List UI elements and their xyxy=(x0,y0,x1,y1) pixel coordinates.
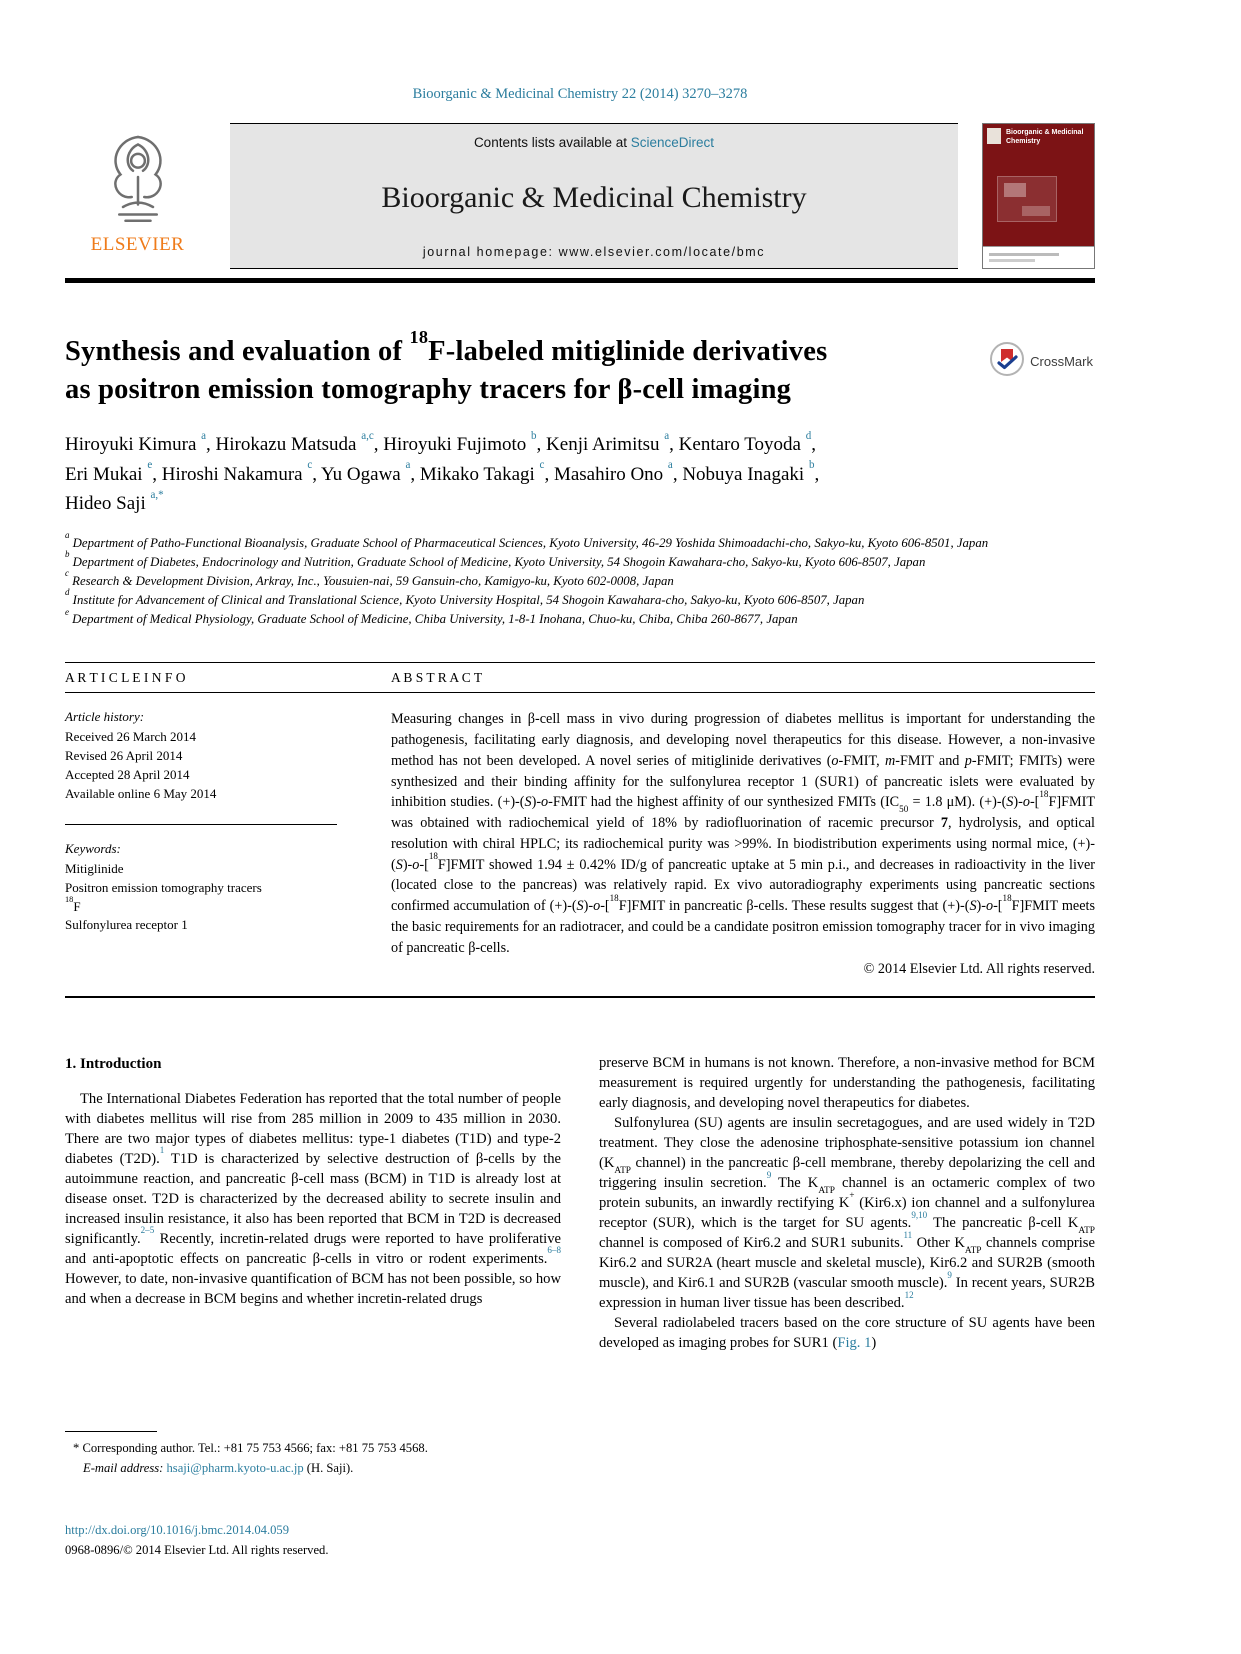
history-revised: Revised 26 April 2014 xyxy=(65,748,183,764)
affiliation-b: $^b$ Department of Diabetes, Endocrinology and Nutrition, Graduate School of Medicine, Kyoto University, 54 Shogoin Kawahara-cho, Sakyo-ku, Kyoto 606-8507, Japan xyxy=(65,549,926,569)
elsevier-tree-icon xyxy=(99,127,177,232)
affiliation-d: $^d$ Institute for Advancement of Clinical and Translational Science, Kyoto University Hospital, 54 Shogoin Kawahara-cho, Sakyo-ku, Kyoto 606-8507, Japan xyxy=(65,587,865,608)
keyword-1: Mitiglinide xyxy=(65,860,124,876)
body-column-right xyxy=(599,1054,1095,1478)
journal-homepage-link[interactable]: journal homepage: www.elsevier.com/locate/bmc xyxy=(422,245,766,259)
affiliation-c: $^c$ Research & Development Division, Arkray, Inc., Yousuien-nai, 59 Gansuin-cho, Kamigyo-ku, Kyoto 602-0008, Japan xyxy=(65,568,674,588)
keywords-label: Keywords: xyxy=(65,840,121,856)
journal-citation: Bioorganic & Medicinal Chemistry 22 (2014) 3270–3278 xyxy=(412,86,748,102)
crossmark-badge[interactable] xyxy=(989,341,1093,382)
journal-title: Bioorganic & Medicinal Chemistry xyxy=(381,180,807,214)
doi-link[interactable]: http://dx.doi.org/10.1016/j.bmc.2014.04.059 xyxy=(65,1523,290,1538)
email-link[interactable]: hsaji@pharm.kyoto-u.ac.jp xyxy=(166,1460,304,1475)
journal-masthead xyxy=(65,123,1095,269)
journal-cover-thumbnail[interactable] xyxy=(982,123,1095,269)
body-column-left xyxy=(65,1054,561,1478)
corresponding-author-text: * Corresponding author. Tel.: +81 75 753 4566; fax: +81 75 753 4568. xyxy=(73,1441,428,1456)
email-suffix: (H. Saji). xyxy=(303,1460,354,1475)
article-body xyxy=(65,1054,1095,1478)
article-id-footer xyxy=(65,1520,1095,1560)
abstract-text: Measuring changes in β-cell mass in vivo during progression of diabetes mellitus is important for understanding the pathogenesis, facilitating early diagnosis, and developing novel therapeutics for this disease. However, a non-invasive method has not been developed. A novel series of mitiglinide derivatives (o-FMIT, m-FMIT and p-FMIT; FMITs) were synthesized and their binding affinity for the sulfonylurea receptor 1 (SUR1) of pancreatic islets were evaluated by inhibition studies. (+)-(S)-o-FMIT had the highest affinity of our synthesized FMITs ($IC_{50} = 1.8$ μM). (+)-(S)-o-[$^{18}$F]FMIT was obtained with radiochemical yield of 18% by radiofluorination of racemic precursor 7, hydrolysis, and optical resolution with chiral HPLC; its radiochemical purity was >99%. In biodistribution experiments using normal mice, (+)-(S)-o-[$^{18}$F]FMIT showed 1.94 ± 0.42% ID/g of pancreatic uptake at 5 min p.i., and decreases in radioactivity in the liver (located close to the pancreas) was relatively rapid. Ex vivo autoradiography experiments using pancreatic sections confirmed accumulation of (+)-(S)-o-[$^{18}$F]FMIT in pancreatic β-cells. These results suggest that (+)-(S)-o-[$^{18}$F]FMIT meets the basic requirements for an radiotracer, and could be a candidate positron emission tomography tracer for in vivo imaging of pancreatic β-cells. xyxy=(391,711,1095,956)
intro-paragraph-3: Several radiolabeled tracers based on the core structure of SU agents have been developed as imaging probes for SUR1 (Fig. 1) xyxy=(599,1315,1095,1352)
keyword-3: $^{18}$F xyxy=(65,895,81,914)
intro-paragraph-2: Sulfonylurea (SU) agents are insulin secretagogues, and are used widely in T2D treatment. They close the adenosine triphosphate-sensitive potassium ion channel ($K_{ATP}$ channel) in the pancreatic β-cell membrane, thereby depolarizing the cell and triggering insulin secretion.$^9$ The $K_{ATP}$ channel is an octameric complex of two protein subunits, an inwardly rectifying K+ (Kir6.x) ion channel and a sulfonylurea receptor (SUR), which is the target for SU agents.$^{9,10}$ The pancreatic β-cell $K_{ATP}$ channel is composed of Kir6.2 and SUR1 subunits.$^{11}$ Other $K_{ATP}$ channels comprise Kir6.2 and SUR2A (heart muscle and skeletal muscle), Kir6.2 and SUR2B (smooth muscle), and Kir6.1 and SUR2B (vascular smooth muscle).$^9$ In recent years, SUR2B expression in human liver tissue has been described.$^{12}$ xyxy=(599,1115,1095,1312)
cover-art xyxy=(997,176,1057,222)
elsevier-wordmark: ELSEVIER xyxy=(90,234,185,255)
cover-front xyxy=(983,124,1094,246)
affiliation-e: $^e$ Department of Medical Physiology, Graduate School of Medicine, Chiba University, 1-8-1 Inohana, Chuo-ku, Chiba, Chiba 260-8677, Japan xyxy=(65,606,798,627)
article-history-label: Article history: xyxy=(65,709,145,725)
contents-prefix: Contents lists available at xyxy=(473,135,631,150)
abstract-heading: A B S T R A C T xyxy=(391,670,483,686)
affiliation-a: $^a$ Department of Patho-Functional Bioanalysis, Graduate School of Pharmaceutical Sciences, Kyoto University, 46-29 Yoshida Shimoadachi-cho, Sakyo-ku, Kyoto 606-8501, Japan xyxy=(65,529,989,550)
intro-paragraph-1-cont: preserve BCM in humans is not known. Therefore, a non-invasive method for BCM measurement is required urgently for understanding the pathogenesis, facilitating early diagnosis, and developing novel therapeutics for diabetes. xyxy=(599,1055,1095,1112)
article-title: Synthesis and evaluation of $^{18}$F-labeled mitiglinide derivatives as positron emission tomography tracers for β-cell imaging xyxy=(65,326,828,405)
crossmark-icon xyxy=(989,341,1025,382)
contents-line xyxy=(474,135,714,150)
crossmark-label: CrossMark xyxy=(1030,354,1093,369)
masthead-center-panel xyxy=(230,123,958,269)
abstract-copyright: © 2014 Elsevier Ltd. All rights reserved. xyxy=(863,961,1095,978)
info-divider xyxy=(65,824,337,825)
corresponding-author-footnote xyxy=(65,1413,561,1478)
keyword-4: Sulfonylurea receptor 1 xyxy=(65,917,188,933)
article-info-heading: A R T I C L E I N F O xyxy=(65,670,186,686)
sciencedirect-link[interactable]: ScienceDirect xyxy=(630,135,715,150)
masthead-divider-bar xyxy=(65,278,1095,283)
cover-title: Bioorganic & Medicinal Chemistry xyxy=(1006,129,1084,145)
article-info-panel xyxy=(65,709,337,978)
info-abstract-section xyxy=(65,662,1095,998)
email-label: E-mail address: xyxy=(83,1460,164,1475)
author-list: Hiroyuki Kimura $^a$, Hirokazu Matsuda $^{a,c}$, Hiroyuki Fujimoto $^b$, Kenji Arimitsu $^a$, Kentaro Toyoda $^d$, Eri Mukai $^e$, Hiroshi Nakamura $^c$, Yu Ogawa $^a$, Mikako Takagi $^c$, Masahiro Ono $^a$, Nobuya Inagaki $^b$, Hideo Saji $^{a,*}$ xyxy=(65,429,820,515)
history-online: Available online 6 May 2014 xyxy=(65,786,217,801)
cover-chip xyxy=(987,128,1001,144)
elsevier-logo[interactable] xyxy=(65,123,210,269)
keyword-2: Positron emission tomography tracers xyxy=(65,879,262,895)
history-received: Received 26 March 2014 xyxy=(65,729,197,745)
intro-paragraph-1: The International Diabetes Federation has reported that the total number of people with diabetes mellitus will rise from 285 million in 2009 to 435 million in 2030. There are two major types of diabetes mellitus: type-1 diabetes (T1D) and type-2 diabetes (T2D).$^1$ T1D is characterized by selective destruction of β-cells by the autoimmune reaction, and pancreatic β-cell mass (BCM) in T1D is already lost at disease onset. T2D is characterized by the decreased ability to secrete insulin and increased insulin resistance, it also has been reported that BCM in T2D is decreased significantly.$^{2-5}$ Recently, incretin-related drugs were reported to have proliferative and anti-apoptotic effects on pancreatic β-cells in vitro or rodent experiments.$^{6-8}$ However, to date, non-invasive quantification of BCM has not been possible, so how and when a decrease in BCM begins and whether incretin-related drugs xyxy=(65,1090,561,1307)
issn-copyright-line: 0968-0896/© 2014 Elsevier Ltd. All rights reserved. xyxy=(65,1543,329,1558)
abstract-panel xyxy=(391,709,1095,978)
cover-footer xyxy=(983,246,1094,268)
section-1-heading: 1. Introduction xyxy=(65,1056,162,1073)
footnote-divider xyxy=(65,1431,157,1432)
affiliation-list xyxy=(65,529,1095,630)
history-accepted: Accepted 28 April 2014 xyxy=(65,767,190,783)
